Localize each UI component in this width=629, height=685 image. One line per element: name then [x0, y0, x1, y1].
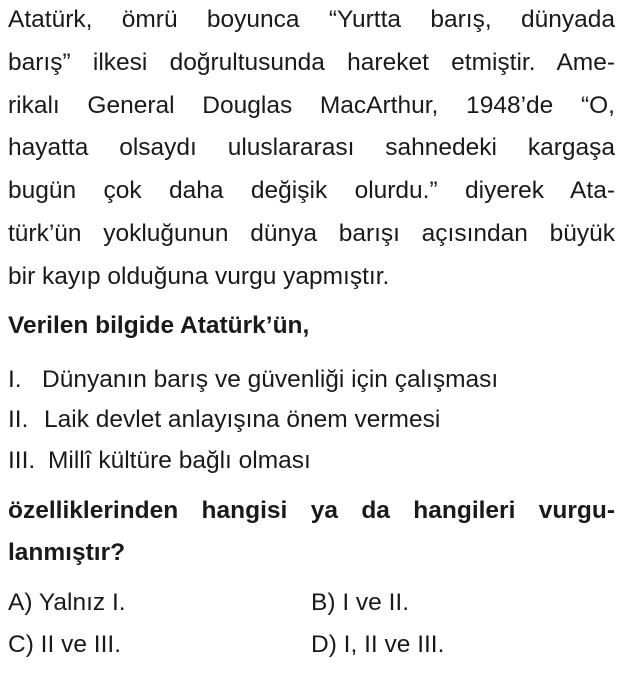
passage-line-1: Atatürk, ömrü boyunca “Yurtta barış, dünyada [8, 6, 615, 33]
choice-label: C) [8, 631, 34, 658]
choice-text: Yalnız I. [38, 589, 126, 616]
choice-text: I ve II. [342, 589, 410, 616]
choice-c[interactable] [8, 627, 121, 663]
choice-a[interactable] [8, 585, 126, 621]
statement-text: Millî kültüre bağlı olması [48, 447, 311, 474]
passage-line-3: rikalı General Douglas MacArthur, 1948’de “O, [8, 92, 615, 119]
passage-line-4: hayatta olsaydı uluslararası sahnedeki kargaşa [8, 134, 615, 161]
choice-d[interactable] [311, 627, 444, 663]
question-prompt: Verilen bilgide Atatürk’ün, [8, 312, 310, 339]
statement-number: II. [8, 406, 29, 433]
choice-label: D) [311, 631, 337, 658]
passage-line-7: bir kayıp olduğuna vurgu yapmıştır. [8, 263, 390, 290]
statement-text: Laik devlet anlayışına önem vermesi [44, 406, 441, 433]
statement-item-3 [8, 443, 608, 479]
statement-item-2 [8, 402, 608, 438]
statement-text: Dünyanın barış ve güvenliği için çalışması [42, 366, 499, 393]
passage-line-5: bugün çok daha değişik olurdu.” diyerek Ata- [8, 177, 615, 204]
passage-line-2: barış” ilkesi doğrultusunda hareket etmiştir. Ame- [8, 49, 615, 76]
statement-number: III. [8, 447, 36, 474]
question-line-2: lanmıştır? [8, 539, 126, 566]
question-line-1: özelliklerinden hangisi ya da hangileri vurgu- [8, 497, 615, 524]
statement-item-1 [8, 362, 608, 398]
statement-number: I. [8, 366, 22, 393]
choice-text: I, II ve III. [343, 631, 445, 658]
choice-label: B) [311, 589, 336, 616]
choice-label: A) [8, 589, 33, 616]
passage-line-6: türk’ün yokluğunun dünya barışı açısından büyük [8, 220, 615, 247]
choice-b[interactable] [311, 585, 409, 621]
choice-text: II ve III. [40, 631, 122, 658]
